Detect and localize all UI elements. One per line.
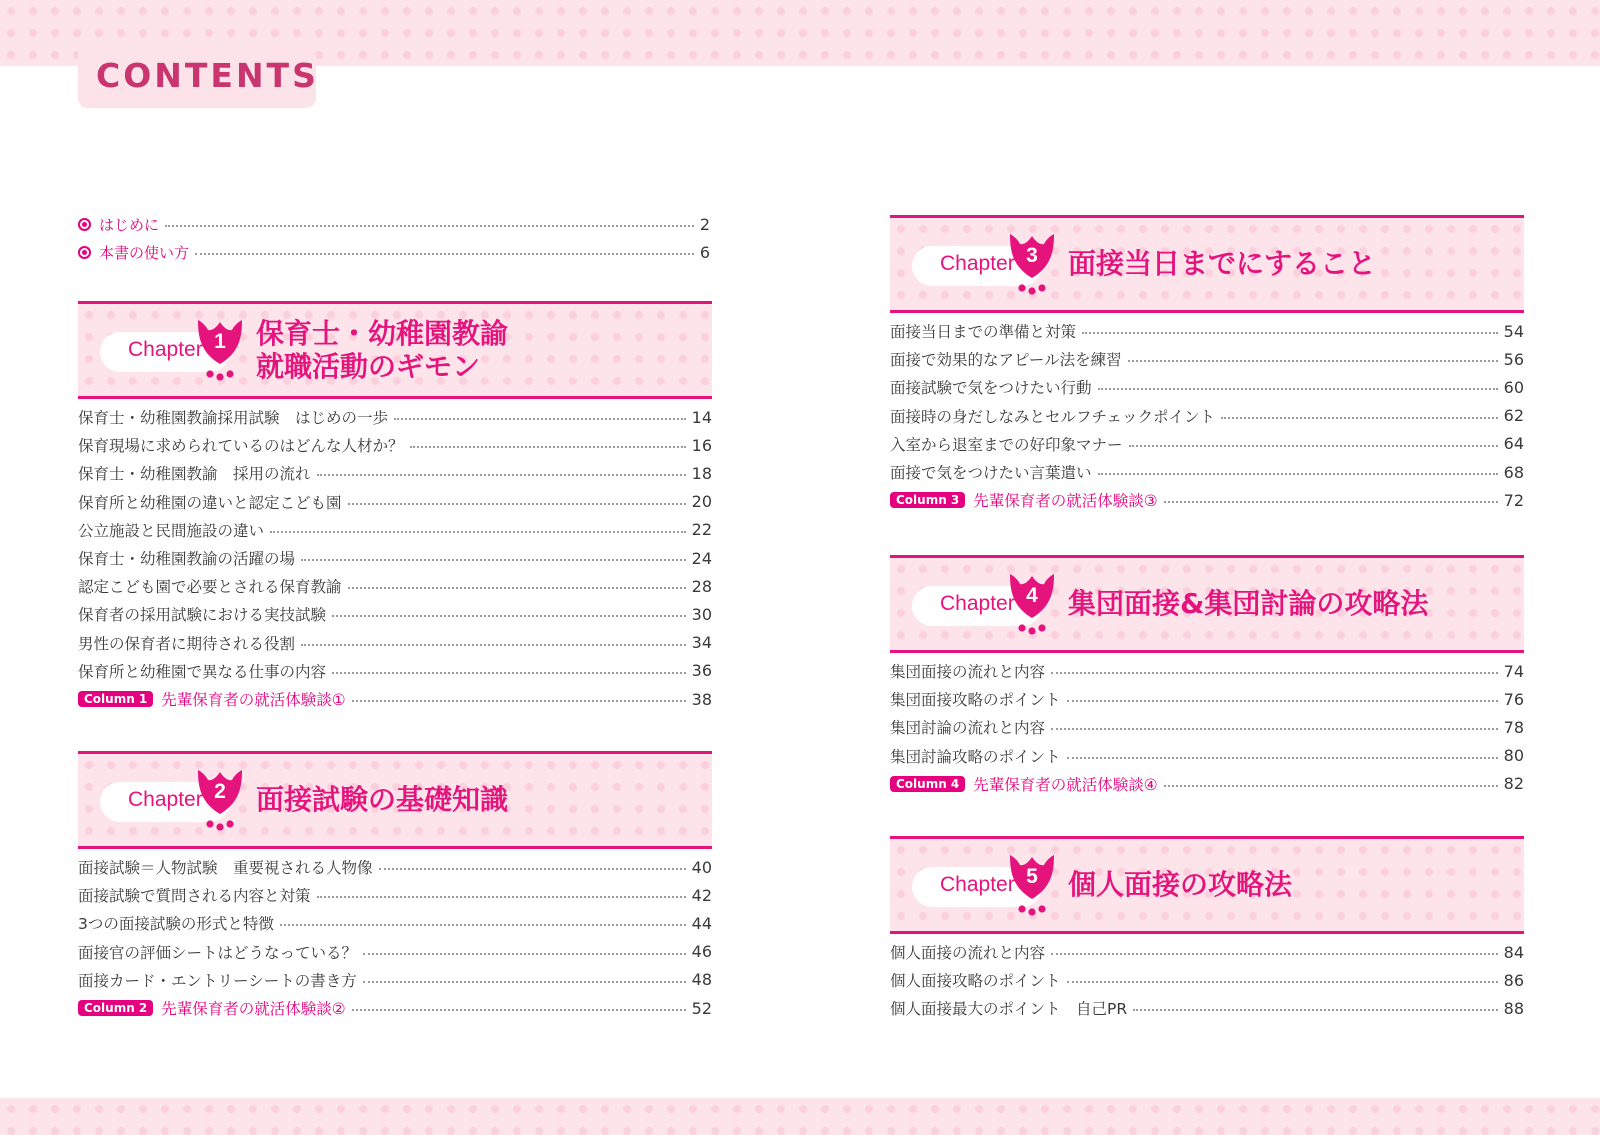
- page-number: 84: [1503, 942, 1524, 962]
- chapter-label: Chapter: [940, 252, 1015, 275]
- toc-entry[interactable]: [78, 490, 712, 514]
- page-number: 48: [691, 970, 712, 990]
- page-title: CONTENTS: [96, 56, 319, 95]
- dotted-leader: [165, 225, 694, 227]
- contents-header-tab: [78, 50, 319, 108]
- toc-entry[interactable]: [78, 940, 712, 964]
- page-number: 46: [691, 942, 712, 962]
- dotted-leader: [1067, 700, 1498, 702]
- toc-entry-title: 面接官の評価シートはどうなっている？: [78, 943, 358, 962]
- page-number: 20: [691, 492, 712, 512]
- dotted-leader: [332, 615, 686, 617]
- dotted-leader: [1082, 332, 1498, 334]
- toc-entry-title: 集団面接の流れと内容: [890, 663, 1046, 681]
- dotted-leader: [301, 559, 686, 561]
- chapter-1-header: [78, 301, 712, 399]
- toc-entry-title: 3つの面接試験の形式と特徴: [78, 915, 274, 934]
- toc-entry-title: 面接で気をつけたい言葉遣い: [890, 464, 1092, 482]
- page-number: 80: [1503, 746, 1524, 766]
- dotted-leader: [352, 1009, 686, 1011]
- toc-entry[interactable]: [890, 940, 1524, 964]
- dotted-leader: [1067, 981, 1498, 983]
- chapter-3-header: [890, 215, 1524, 313]
- toc-entry-title: 保育所と幼稚園の違いと認定こども園: [78, 493, 342, 512]
- toc-entry-title: 面接当日までの準備と対策: [890, 323, 1077, 341]
- toc-entry[interactable]: [78, 602, 712, 626]
- dotted-leader: [348, 503, 686, 505]
- toc-entry-title: 集団討論の流れと内容: [890, 719, 1046, 738]
- dotted-leader: [332, 672, 686, 674]
- toc-entry[interactable]: [890, 744, 1524, 768]
- chapter-4-header: [890, 555, 1524, 653]
- column-entry[interactable]: [78, 687, 712, 711]
- chapter-number: 1: [214, 330, 226, 353]
- page-number: 16: [691, 435, 712, 455]
- toc-entry[interactable]: [890, 404, 1524, 428]
- column-title: 先輩保育者の就活体験談①: [161, 691, 346, 709]
- page-number: 28: [691, 576, 712, 596]
- dotted-leader: [301, 644, 686, 646]
- page-number: 18: [691, 463, 712, 483]
- dotted-leader: [1051, 728, 1498, 730]
- page-number: 56: [1503, 349, 1524, 369]
- chapter-label: Chapter: [940, 873, 1015, 896]
- chapter-title: 面接当日までにすること: [1068, 247, 1377, 280]
- toc-entry[interactable]: [890, 659, 1524, 683]
- toc-entry-title: 面接時の身だしなみとセルフチェックポイント: [890, 407, 1216, 426]
- dotted-leader: [280, 924, 686, 926]
- page-number: 38: [691, 689, 712, 709]
- dotted-leader: [363, 953, 686, 955]
- chapter-title: 集団面接&集団討論の攻略法: [1068, 587, 1429, 620]
- page-number: 78: [1503, 717, 1524, 737]
- page-number: 74: [1503, 661, 1524, 681]
- page-number: 76: [1503, 689, 1524, 709]
- dotted-leader: [1164, 785, 1498, 787]
- page-number: 82: [1503, 774, 1524, 794]
- chapter-label: Chapter: [128, 338, 203, 361]
- chapter-number: 2: [214, 780, 226, 803]
- intro-entry[interactable]: [78, 212, 710, 236]
- toc-entry-title: 保育士・幼稚園教諭 採用の流れ: [78, 465, 311, 484]
- chapter-title-line2: 就職活動のギモン: [256, 350, 481, 383]
- toc-entry[interactable]: [78, 546, 712, 570]
- toc-entry[interactable]: [78, 911, 712, 935]
- circle-bullet-icon: [78, 218, 91, 231]
- page-number: 64: [1503, 434, 1524, 454]
- toc-entry-title: 面接試験で質問される内容と対策: [78, 887, 311, 906]
- chapter-number: 3: [1026, 244, 1038, 267]
- column-entry[interactable]: [890, 772, 1524, 796]
- toc-entry[interactable]: [890, 687, 1524, 711]
- chapter-2-header: [78, 751, 712, 849]
- dotted-leader: [195, 253, 694, 255]
- page-number: 88: [1503, 998, 1524, 1018]
- toc-entry-title: 個人面接の流れと内容: [890, 944, 1046, 962]
- page-number: 60: [1503, 377, 1524, 397]
- chapter-title: 面接試験の基礎知識: [256, 783, 509, 816]
- column-badge: Column 3: [890, 492, 965, 508]
- toc-entry[interactable]: [890, 996, 1524, 1020]
- circle-bullet-icon: [78, 246, 91, 259]
- page-number: 52: [691, 998, 712, 1018]
- dotted-leader: [410, 446, 686, 448]
- toc-entry-title: 面接試験＝人物試験 重要視される人物像: [78, 859, 373, 877]
- toc-entry[interactable]: [78, 405, 712, 429]
- chapter-title: 個人面接の攻略法: [1068, 868, 1293, 901]
- page-number: 14: [691, 407, 712, 427]
- toc-entry[interactable]: [78, 883, 712, 907]
- dotted-leader: [1129, 445, 1498, 447]
- page-number: 72: [1503, 490, 1524, 510]
- toc-entry-title: 集団面接攻略のポイント: [890, 691, 1061, 710]
- dotted-leader: [348, 587, 686, 589]
- chapter-title-line1: 保育士・幼稚園教諭: [256, 317, 509, 350]
- page-number: 22: [691, 520, 712, 540]
- column-badge: Column 1: [78, 691, 153, 707]
- toc-entry[interactable]: [78, 518, 712, 542]
- toc-entry[interactable]: [890, 375, 1524, 399]
- dotted-leader: [1067, 757, 1498, 759]
- page-number: 44: [691, 913, 712, 933]
- dotted-leader: [1098, 473, 1498, 475]
- toc-entry[interactable]: [890, 460, 1524, 484]
- column-badge: Column 4: [890, 776, 965, 792]
- chapter-number: 5: [1026, 865, 1038, 888]
- toc-entry-title: 男性の保育者に期待される役割: [78, 634, 296, 653]
- dotted-leader: [1133, 1009, 1498, 1011]
- chapter-number: 4: [1026, 584, 1038, 607]
- dotted-leader: [1051, 672, 1498, 674]
- intro-entry-title: はじめに: [99, 215, 160, 234]
- toc-entry-title: 個人面接最大のポイント 自己PR: [890, 1000, 1128, 1019]
- toc-entry-title: 面接カード・エントリーシートの書き方: [78, 971, 357, 990]
- page-number: 54: [1503, 321, 1524, 341]
- page-number: 40: [691, 857, 712, 877]
- toc-entry-title: 個人面接攻略のポイント: [890, 972, 1061, 991]
- dotted-leader: [317, 474, 686, 476]
- toc-entry-title: 集団討論攻略のポイント: [890, 747, 1061, 766]
- dotted-leader: [1164, 501, 1498, 503]
- toc-entry[interactable]: [890, 432, 1524, 456]
- dotted-leader: [394, 418, 686, 420]
- dotted-leader: [379, 868, 686, 870]
- toc-entry-title: 認定こども園で必要とされる保育教諭: [78, 578, 342, 597]
- column-badge: Column 2: [78, 1000, 153, 1016]
- toc-entry-title: 面接で効果的なアピール法を練習: [890, 351, 1122, 370]
- dotted-leader: [352, 700, 686, 702]
- toc-entry[interactable]: [890, 319, 1524, 343]
- toc-entry[interactable]: [78, 855, 712, 879]
- chapter-label: Chapter: [940, 592, 1015, 615]
- dotted-leader: [363, 981, 686, 983]
- dotted-leader: [270, 531, 686, 533]
- page-number: 2: [699, 214, 710, 234]
- toc-entry[interactable]: [78, 461, 712, 485]
- dotted-leader: [1128, 360, 1498, 362]
- intro-entry[interactable]: [78, 240, 710, 264]
- toc-entry[interactable]: [890, 347, 1524, 371]
- column-entry[interactable]: [890, 488, 1524, 512]
- toc-entry[interactable]: [78, 631, 712, 655]
- column-entry[interactable]: [78, 996, 712, 1020]
- page-number: 68: [1503, 462, 1524, 482]
- toc-entry-title: 公立施設と民間施設の違い: [78, 521, 265, 540]
- toc-entry-title: 保育士・幼稚園教諭の活躍の場: [78, 550, 296, 568]
- intro-entry-title: 本書の使い方: [99, 243, 190, 262]
- toc-entry[interactable]: [78, 659, 712, 683]
- page-number: 24: [691, 548, 712, 568]
- dotted-leader: [1051, 953, 1498, 955]
- page-number: 62: [1503, 406, 1524, 426]
- toc-entry[interactable]: [890, 968, 1524, 992]
- dotted-leader: [1221, 417, 1498, 419]
- toc-entry[interactable]: [78, 574, 712, 598]
- column-title: 先輩保育者の就活体験談④: [973, 775, 1158, 794]
- dotted-leader: [317, 896, 686, 898]
- toc-entry-title: 面接試験で気をつけたい行動: [890, 379, 1092, 398]
- toc-entry-title: 保育士・幼稚園教諭採用試験 はじめの一歩: [78, 409, 389, 427]
- bottom-decorative-band: [0, 1098, 1600, 1135]
- toc-entry[interactable]: [78, 433, 712, 457]
- toc-entry-title: 保育所と幼稚園で異なる仕事の内容: [78, 662, 327, 681]
- page-number: 30: [691, 604, 712, 624]
- page-number: 36: [691, 661, 712, 681]
- page-number: 6: [699, 242, 710, 262]
- page-number: 86: [1503, 970, 1524, 990]
- chapter-label: Chapter: [128, 788, 203, 811]
- page-number: 42: [691, 885, 712, 905]
- toc-entry-title: 入室から退室までの好印象マナー: [890, 435, 1123, 454]
- dotted-leader: [1098, 388, 1498, 390]
- chapter-5-header: [890, 836, 1524, 934]
- toc-entry-title: 保育現場に求められているのはどんな人材か？: [78, 437, 404, 456]
- toc-entry-title: 保育者の採用試験における実技試験: [78, 606, 327, 625]
- column-title: 先輩保育者の就活体験談③: [973, 492, 1158, 511]
- toc-entry[interactable]: [890, 715, 1524, 739]
- page-number: 34: [691, 633, 712, 653]
- toc-entry[interactable]: [78, 968, 712, 992]
- column-title: 先輩保育者の就活体験談②: [161, 1000, 346, 1018]
